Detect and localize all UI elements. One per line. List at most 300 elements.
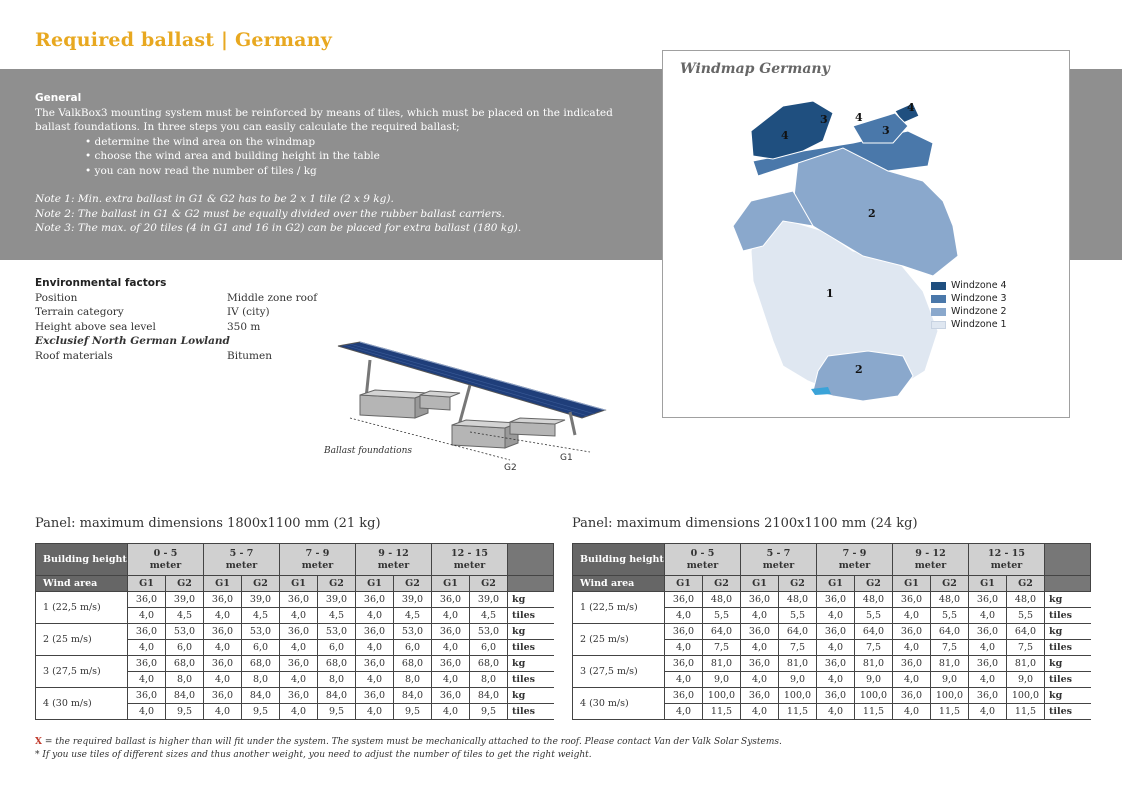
tiles-cell: 4,0 [741,640,779,656]
x-note [35,736,782,749]
tiles-cell: 8,0 [470,672,508,688]
tiles-cell: 7,5 [703,640,741,656]
zone-label: 2 [868,207,876,220]
windmap-panel [662,50,1070,418]
g1-header: G1 [741,576,779,592]
unit-kg: kg [508,592,554,608]
tiles-cell: 4,0 [817,672,855,688]
tiles-cell: 9,0 [931,672,969,688]
kg-cell: 36,0 [665,624,703,640]
unit-kg: kg [1045,624,1091,640]
unit-kg: kg [508,624,554,640]
tiles-cell: 7,5 [1007,640,1045,656]
kg-cell: 84,0 [318,688,356,704]
tiles-cell: 7,5 [855,640,893,656]
wind-area-cell: 3 (27,5 m/s) [573,656,665,688]
kg-cell: 100,0 [1007,688,1045,704]
height-range-header [356,544,432,576]
tiles-cell: 4,0 [741,704,779,720]
env-row [35,349,335,364]
height-unit: meter [149,559,182,571]
kg-cell: 36,0 [432,656,470,672]
kg-cell: 64,0 [779,624,817,640]
kg-cell: 36,0 [741,688,779,704]
x-note-text: = the required ballast is higher than will fit under the system. The system must be mechanically attached to the roof. Please contact Van der Valk Solar Systems. [44,737,782,747]
wind-area-cell: 1 (22,5 m/s) [36,592,128,624]
legend-label: Windzone 2 [951,306,1007,317]
kg-cell: 100,0 [855,688,893,704]
footer-notes [35,736,782,762]
height-range-header [204,544,280,576]
kg-cell: 36,0 [665,688,703,704]
tiles-cell: 4,5 [470,608,508,624]
tiles-cell: 4,0 [128,672,166,688]
kg-cell: 36,0 [356,688,394,704]
environmental-factors [35,276,335,363]
kg-cell: 36,0 [741,624,779,640]
kg-cell: 36,0 [204,592,242,608]
tiles-cell: 5,5 [855,608,893,624]
height-unit: meter [686,559,719,571]
kg-cell: 81,0 [703,656,741,672]
legend-swatch [931,321,946,329]
tiles-cell: 4,0 [969,640,1007,656]
tiles-cell: 11,5 [779,704,817,720]
kg-cell: 36,0 [741,592,779,608]
kg-cell: 64,0 [855,624,893,640]
kg-cell: 36,0 [204,624,242,640]
unit-tiles: tiles [1045,704,1091,720]
building-height-label: Building height [36,544,128,576]
kg-cell: 39,0 [242,592,280,608]
tiles-cell: 7,5 [779,640,817,656]
kg-cell: 36,0 [280,688,318,704]
x-mark: X [35,737,42,747]
kg-cell: 81,0 [855,656,893,672]
tiles-cell: 4,0 [665,608,703,624]
kg-cell: 53,0 [318,624,356,640]
height-unit: meter [914,559,947,571]
tiles-cell: 4,0 [665,704,703,720]
windmap-title: Windmap Germany [680,61,830,77]
kg-cell: 81,0 [1007,656,1045,672]
tiles-cell: 8,0 [394,672,432,688]
tiles-cell: 5,5 [703,608,741,624]
tiles-cell: 4,0 [432,640,470,656]
tiles-cell: 4,0 [741,608,779,624]
note-3: Note 3: The max. of 20 tiles (4 in G1 and 16 in G2) can be placed for extra ballast (180 kg). [35,222,522,234]
env-label: Height above sea level [35,320,156,333]
g1-label: G1 [560,453,573,463]
tiles-cell: 4,0 [128,608,166,624]
wind-area-label: Wind area [36,576,128,592]
env-value: Middle zone roof [227,291,318,304]
step-item: • you can now read the number of tiles / kg [85,164,645,179]
kg-cell: 36,0 [280,592,318,608]
tiles-cell: 4,0 [280,608,318,624]
kg-cell: 48,0 [779,592,817,608]
kg-cell: 36,0 [432,624,470,640]
wind-area-cell: 1 (22,5 m/s) [573,592,665,624]
tiles-cell: 4,5 [166,608,204,624]
height-range-header [432,544,508,576]
tiles-cell: 4,0 [893,608,931,624]
kg-cell: 68,0 [166,656,204,672]
table-row [573,688,1091,704]
g1-header: G1 [204,576,242,592]
tiles-cell: 4,0 [432,608,470,624]
legend-swatch [931,295,946,303]
g1-header: G1 [817,576,855,592]
table-row [36,624,554,640]
g1-header: G1 [280,576,318,592]
kg-cell: 36,0 [893,688,931,704]
height-range-header [280,544,356,576]
height-range: 5 - 7 [766,547,791,559]
tiles-cell: 6,0 [470,640,508,656]
height-range: 12 - 15 [451,547,488,559]
unit-tiles: tiles [508,640,554,656]
env-label: Exclusief North German Lowland [35,335,230,347]
unit-kg: kg [1045,592,1091,608]
note-2: Note 2: The ballast in G1 & G2 must be equally divided over the rubber ballast carriers. [35,207,505,220]
star-note: * If you use tiles of different sizes and thus another weight, you need to adjust the number of tiles to get the right weight. [35,750,592,760]
wind-area-cell: 4 (30 m/s) [36,688,128,720]
kg-cell: 36,0 [356,592,394,608]
kg-cell: 84,0 [166,688,204,704]
tiles-cell: 9,5 [394,704,432,720]
tiles-cell: 4,0 [204,672,242,688]
wind-area-label: Wind area [573,576,665,592]
step-item: • choose the wind area and building height in the table [85,149,645,164]
kg-cell: 84,0 [394,688,432,704]
kg-cell: 48,0 [855,592,893,608]
unit-kg: kg [508,656,554,672]
g1-header: G1 [128,576,166,592]
g2-header: G2 [470,576,508,592]
blank-cell [508,544,554,576]
ballast-block [420,391,460,410]
table-row [36,592,554,608]
g2-header: G2 [703,576,741,592]
kg-cell: 68,0 [318,656,356,672]
tiles-cell: 11,5 [703,704,741,720]
kg-cell: 36,0 [432,688,470,704]
kg-cell: 100,0 [703,688,741,704]
height-range-header [665,544,741,576]
tiles-cell: 6,0 [318,640,356,656]
blank-cell [1045,544,1091,576]
ballast-table-2100 [572,543,1091,720]
kg-cell: 36,0 [969,624,1007,640]
legend-swatch [931,282,946,290]
tiles-cell: 8,0 [242,672,280,688]
tiles-cell: 9,0 [779,672,817,688]
subheader-row [36,576,554,592]
kg-cell: 36,0 [356,624,394,640]
kg-cell: 39,0 [318,592,356,608]
tiles-cell: 11,5 [855,704,893,720]
ballast-table-1800 [35,543,554,720]
env-value: IV (city) [227,306,270,318]
g2-header: G2 [394,576,432,592]
height-range: 12 - 15 [988,547,1025,559]
height-range: 0 - 5 [153,547,178,559]
tiles-cell: 4,0 [128,640,166,656]
tiles-cell: 7,5 [931,640,969,656]
unit-kg: kg [508,688,554,704]
env-label: Roof materials [35,349,113,362]
page-title: Required ballast | Germany [35,29,332,51]
unit-tiles: tiles [1045,640,1091,656]
tiles-cell: 4,0 [817,608,855,624]
kg-cell: 48,0 [703,592,741,608]
kg-cell: 64,0 [1007,624,1045,640]
env-heading: Environmental factors [35,277,167,289]
tiles-cell: 6,0 [166,640,204,656]
g2-header: G2 [318,576,356,592]
kg-cell: 36,0 [280,656,318,672]
kg-cell: 39,0 [166,592,204,608]
tiles-cell: 4,0 [893,672,931,688]
height-range-header [128,544,204,576]
env-row [35,305,335,320]
g1-header: G1 [665,576,703,592]
wind-area-cell: 2 (25 m/s) [36,624,128,656]
env-value: Bitumen [227,349,272,362]
tiles-cell: 9,5 [318,704,356,720]
table-row [573,624,1091,640]
legend-windzone-3 [931,293,1007,304]
tiles-cell: 8,0 [318,672,356,688]
g2-header: G2 [855,576,893,592]
kg-cell: 36,0 [280,624,318,640]
kg-cell: 36,0 [204,688,242,704]
env-label: Terrain category [35,306,124,318]
panel-2-title: Panel: maximum dimensions 2100x1100 mm (24 kg) [572,516,918,531]
tiles-cell: 4,5 [318,608,356,624]
kg-cell: 36,0 [128,656,166,672]
legend-windzone-1 [931,319,1007,330]
building-height-label: Building height [573,544,665,576]
wind-area-cell: 4 (30 m/s) [573,688,665,720]
height-unit: meter [990,559,1023,571]
height-range: 5 - 7 [229,547,254,559]
unit-kg: kg [1045,688,1091,704]
blank-cell [1045,576,1091,592]
tiles-cell: 4,0 [432,672,470,688]
tiles-cell: 4,0 [356,704,394,720]
tiles-cell: 4,0 [893,704,931,720]
env-row [35,320,335,335]
kg-cell: 36,0 [969,592,1007,608]
env-label: Position [35,291,78,304]
kg-cell: 36,0 [969,656,1007,672]
height-unit: meter [301,559,334,571]
ballast-caption: Ballast foundations [324,446,412,456]
tiles-cell: 4,0 [893,640,931,656]
unit-tiles: tiles [508,608,554,624]
steps-list [85,135,645,179]
env-value: 350 m [227,320,261,333]
unit-kg: kg [1045,656,1091,672]
kg-cell: 84,0 [242,688,280,704]
legend-windzone-4 [931,280,1007,291]
env-row [35,291,335,306]
tiles-cell: 4,0 [356,672,394,688]
header-row [36,544,554,576]
tiles-cell: 4,0 [280,640,318,656]
legend-label: Windzone 1 [951,319,1007,330]
kg-cell: 53,0 [166,624,204,640]
height-range: 9 - 12 [915,547,946,559]
tiles-cell: 5,5 [1007,608,1045,624]
ballast-block [452,420,518,448]
kg-cell: 36,0 [817,688,855,704]
g2-header: G2 [166,576,204,592]
kg-cell: 64,0 [703,624,741,640]
kg-cell: 100,0 [779,688,817,704]
unit-tiles: tiles [1045,608,1091,624]
tiles-cell: 4,5 [242,608,280,624]
tiles-cell: 4,0 [204,704,242,720]
tiles-cell: 9,0 [1007,672,1045,688]
kg-cell: 53,0 [394,624,432,640]
table-row [573,592,1091,608]
kg-cell: 36,0 [128,624,166,640]
kg-cell: 36,0 [741,656,779,672]
header-row [573,544,1091,576]
kg-cell: 81,0 [779,656,817,672]
tiles-cell: 4,0 [280,704,318,720]
kg-cell: 68,0 [470,656,508,672]
kg-cell: 36,0 [128,592,166,608]
ballast-illustration [320,340,620,480]
legend-windzone-2 [931,306,1007,317]
kg-cell: 64,0 [931,624,969,640]
general-section [35,91,645,236]
kg-cell: 36,0 [432,592,470,608]
g2-header: G2 [779,576,817,592]
tiles-cell: 4,0 [204,640,242,656]
table-row [36,688,554,704]
zone-label: 4 [781,129,789,142]
zone-label: 3 [820,113,828,126]
tiles-cell: 4,0 [280,672,318,688]
tiles-cell: 5,5 [779,608,817,624]
note-1: Note 1: Min. extra ballast in G1 & G2 has to be 2 x 1 tile (2 x 9 kg). [35,193,394,205]
kg-cell: 36,0 [893,656,931,672]
kg-cell: 84,0 [470,688,508,704]
tiles-cell: 9,5 [242,704,280,720]
general-heading: General [35,92,82,104]
g1-header: G1 [356,576,394,592]
height-range-header [741,544,817,576]
kg-cell: 48,0 [1007,592,1045,608]
germany-windmap [663,51,1071,419]
tiles-cell: 4,0 [665,672,703,688]
tiles-cell: 6,0 [394,640,432,656]
unit-tiles: tiles [508,672,554,688]
kg-cell: 68,0 [242,656,280,672]
tiles-cell: 4,0 [969,672,1007,688]
zone-label: 2 [855,363,863,376]
kg-cell: 36,0 [893,624,931,640]
tiles-cell: 4,0 [969,608,1007,624]
kg-cell: 36,0 [665,656,703,672]
panel-1-title: Panel: maximum dimensions 1800x1100 mm (21 kg) [35,516,381,531]
height-unit: meter [377,559,410,571]
kg-cell: 68,0 [394,656,432,672]
height-range: 0 - 5 [690,547,715,559]
tiles-cell: 4,0 [356,608,394,624]
tiles-cell: 4,0 [128,704,166,720]
g1-header: G1 [969,576,1007,592]
tiles-cell: 6,0 [242,640,280,656]
step-item: • determine the wind area on the windmap [85,135,645,150]
tiles-cell: 4,0 [204,608,242,624]
unit-tiles: tiles [1045,672,1091,688]
legend-label: Windzone 3 [951,293,1007,304]
kg-cell: 53,0 [470,624,508,640]
wind-area-cell: 2 (25 m/s) [573,624,665,656]
g2-header: G2 [242,576,280,592]
kg-cell: 53,0 [242,624,280,640]
zone-label: 1 [826,287,834,300]
kg-cell: 36,0 [817,592,855,608]
table-row [36,656,554,672]
height-unit: meter [453,559,486,571]
tiles-cell: 4,0 [665,640,703,656]
env-row [35,334,335,349]
unit-tiles: tiles [508,704,554,720]
zone-label: 3 [882,124,890,137]
legend-label: Windzone 4 [951,280,1007,291]
wind-area-cell: 3 (27,5 m/s) [36,656,128,688]
kg-cell: 36,0 [128,688,166,704]
height-unit: meter [838,559,871,571]
tiles-cell: 4,5 [394,608,432,624]
kg-cell: 36,0 [969,688,1007,704]
kg-cell: 36,0 [356,656,394,672]
g1-header: G1 [432,576,470,592]
height-range-header [817,544,893,576]
g2-header: G2 [1007,576,1045,592]
subheader-row [573,576,1091,592]
tiles-cell: 9,5 [166,704,204,720]
kg-cell: 36,0 [817,624,855,640]
tiles-cell: 8,0 [166,672,204,688]
tiles-cell: 4,0 [969,704,1007,720]
ballast-block [360,390,428,418]
notes [35,192,645,236]
legend-swatch [931,308,946,316]
g2-label: G2 [504,463,517,473]
height-range: 7 - 9 [305,547,330,559]
kg-cell: 81,0 [931,656,969,672]
blank-cell [508,576,554,592]
height-range: 7 - 9 [842,547,867,559]
table-row [573,656,1091,672]
tiles-cell: 9,0 [855,672,893,688]
tiles-cell: 9,5 [470,704,508,720]
tiles-cell: 9,0 [703,672,741,688]
kg-cell: 100,0 [931,688,969,704]
tiles-cell: 4,0 [817,704,855,720]
tiles-cell: 4,0 [356,640,394,656]
height-range-header [893,544,969,576]
ballast-block [510,418,565,436]
